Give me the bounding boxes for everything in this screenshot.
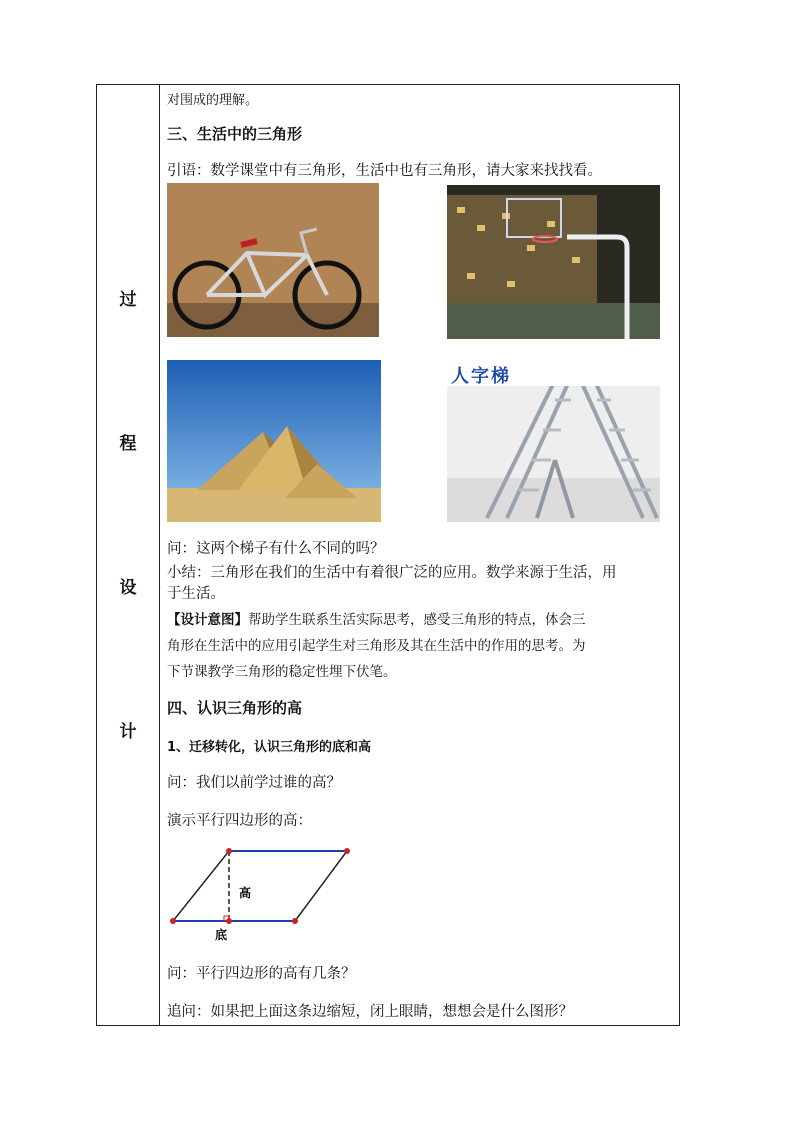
column-divider [159, 85, 160, 1025]
section-heading-4: 四、认识三角形的高 [167, 699, 303, 717]
ladder-caption: 人字梯 [451, 366, 511, 387]
intro-text: 引语：数学课堂中有三角形，生活中也有三角形，请大家来找找看。 [167, 163, 602, 179]
side-label-cheng: 程 [119, 434, 137, 454]
side-label-she: 设 [119, 578, 137, 598]
text-line: 对围成的理解。 [167, 93, 259, 108]
height-label: 高 [239, 886, 252, 900]
base-label: 底 [215, 928, 228, 942]
side-label-guo: 过 [119, 290, 137, 310]
pyramids-photo [167, 360, 381, 522]
lesson-table [96, 84, 680, 1026]
question-text: 问：我们以前学过谁的高？ [167, 775, 341, 791]
bicycle-photo [167, 183, 379, 337]
basketball-hoop-photo [447, 185, 660, 339]
subsection-heading: 1、迁移转化，认识三角形的底和高 [167, 740, 372, 755]
summary-text: 小结：三角形在我们的生活中有着很广泛的应用。数学来源于生活，用 [167, 565, 617, 581]
design-intent-tag: 【设计意图】 [167, 612, 248, 628]
demo-text: 演示平行四边形的高： [167, 813, 312, 829]
parallelogram-diagram [167, 843, 357, 943]
followup-question-text: 追问：如果把上面这条边缩短，闭上眼睛，想想会是什么图形？ [167, 1004, 573, 1020]
design-intent-paragraph [167, 607, 675, 685]
summary-text-cont: 于生活。 [167, 586, 225, 602]
question-text: 问：这两个梯子有什么不同的吗？ [167, 541, 385, 557]
design-text: 帮助学生联系生活实际思考，感受三角形的特点，体会三 [248, 612, 586, 628]
ladder-photo [447, 360, 660, 522]
section-heading-3: 三、生活中的三角形 [167, 125, 303, 143]
design-text: 下节课教学三角形的稳定性埋下伏笔。 [167, 664, 397, 680]
question-text: 问：平行四边形的高有几条？ [167, 966, 356, 982]
design-text: 角形在生活中的应用引起学生对三角形及其在生活中的作用的思考。为 [167, 638, 586, 654]
side-label-ji: 计 [119, 722, 137, 742]
